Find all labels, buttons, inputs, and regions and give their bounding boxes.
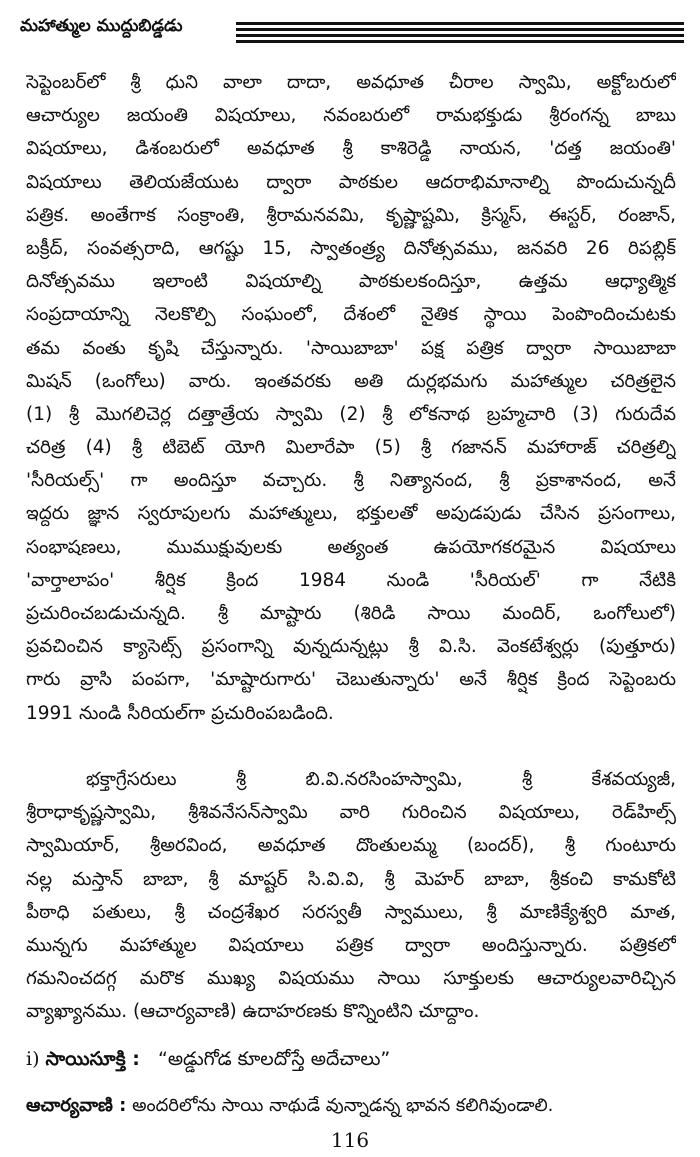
header-rule	[236, 40, 684, 43]
paragraph-gap	[26, 730, 676, 763]
text-line: తమ వంతు కృషి చేస్తున్నారు. 'సాయిబాబా' పక్ష పత్రిక ద్వారా సాయిబాబా	[26, 337, 676, 359]
text-line: పత్రిక. అంతేగాక సంక్రాంతి, శ్రీరామనవమి, కృష్ణాష్టమి, క్రిస్మస్, ఈస్టర్, రంజాన్,	[26, 204, 676, 226]
header-rules	[236, 22, 684, 46]
acharya-text: అందరిలోను సాయి నాథుడే వున్నాడన్న భావన కలిగివుండాలి.	[132, 1095, 554, 1116]
text-line: మున్నగు మహాత్ముల విషయాలు పత్రిక ద్వారా అందిస్తున్నారు. పత్రికలో	[26, 934, 676, 956]
header-rule	[236, 34, 684, 37]
text-line: స్వామియార్, శ్రీఅరవింద, అవధూత దొంతులమ్మ (బందర్), శ్రీ గుంటూరు	[26, 835, 676, 857]
sukti-number: i)	[26, 1048, 40, 1070]
text-line: సంభాషణలు, ముముక్షువులకు అత్యంత ఉపయోగకరమైన విషయాలు	[26, 536, 676, 558]
text-line: ప్రచురించబడుచున్నది. శ్రీ మాష్టారు (శిరిడి సాయి మందిర్, ఒంగోలులో)	[26, 603, 676, 624]
text-line: గమనించదగ్గ మరొక ముఖ్య విషయము సాయి సూక్తులకు ఆచార్యులవారిచ్చిన	[26, 968, 676, 990]
text-line: 1991 నుండి సీరియల్‌గా ప్రచురింపబడింది.	[26, 702, 334, 724]
header-rule	[236, 28, 684, 31]
body-text	[26, 66, 676, 1028]
text-line: సెప్టెంబర్‌లో శ్రీ ధుని వాలా దాదా, అవధూత చీరాల స్వామి, అక్టోబరులో	[26, 72, 676, 93]
text-line: ఇద్దరు జ్ఞాన స్వరూపులగు మహాత్ములు, భక్తులతో అపుడపుడు చేసిన ప్రసంగాలు,	[26, 503, 676, 525]
text-line: చరిత్ర (4) శ్రీ టిబెట్ యోగి మిలారేపా (5) శ్రీ గజానన్ మహారాజ్ చరిత్రల్ని	[26, 437, 676, 459]
text-line: ఆచార్యుల జయంతి విషయాలు, నవంబరులో రామభక్తుడు శ్రీరంగన్న బాబు	[26, 105, 676, 127]
text-line: బక్రీద్, సంవత్సరాది, ఆగష్టు 15, స్వాతంత్ర్య దినోత్సవము, జనవరి 26 రిపబ్లిక్	[26, 237, 676, 259]
text-line: దినోత్సవము ఇలాంటి విషయాల్ని పాఠకులకందిస్తూ, ఉత్తమ ఆధ్యాత్మిక	[26, 271, 676, 293]
text-line: విషయాలు, డిశంబరులో అవధూత శ్రీ కాశిరెడ్డి నాయన, 'దత్త జయంతి'	[26, 138, 676, 160]
page-header	[20, 8, 684, 54]
text-line: 'వార్తాలాపం' శీర్షిక క్రింద 1984 నుండి 'సీరియల్' గా నేటికి	[26, 569, 676, 591]
text-line: గారు వ్రాసి పంపగా, 'మాష్టారుగారు' చెబుతున్నారు' అనే శీర్షిక క్రింద సెప్టెంబరు	[26, 669, 676, 691]
text-line: సంప్రదాయాన్ని నెలకొల్పి సంఘంలో, దేశంలో నైతిక స్థాయి పెంపొందించుటకు	[26, 304, 676, 326]
sukti-label: సాయిసూక్తి :	[45, 1048, 140, 1070]
text-line: భక్తాగ్రేసరులు శ్రీ బి.వి.నరసింహస్వామి, శ్రీ కేశవయ్యజీ,	[86, 768, 676, 790]
running-title: మహాత్ముల ముద్దుబిడ్డడు	[20, 16, 183, 36]
text-line: మిషన్ (ఒంగోలు) వారు. ఇంతవరకు అతి దుర్లభమగు మహాత్ముల చరిత్రలైన	[26, 370, 676, 392]
text-line: వ్యాఖ్యానము. (ఆచార్యవాణి) ఉదాహరణకు కొన్నింటిని చూద్దాం.	[26, 1001, 480, 1023]
acharya-vani	[26, 1095, 676, 1120]
text-line: విషయాలు తెలియజేయుట ద్వారా పాఠకుల ఆదరాభిమానాల్ని పొందుచున్నదీ	[26, 171, 676, 193]
sukti-text: “అడ్డుగోడ కూలదోస్తే అదేచాలు”	[158, 1048, 391, 1070]
text-line: శ్రీరాధాకృష్ణస్వామి, శ్రీశివనేసన్‌స్వామి వారి గురించిన విషయాలు, రెడ్‌హిల్స్	[26, 802, 676, 824]
acharya-label: ఆచార్యవాణి :	[26, 1095, 127, 1116]
text-line: ప్రవచించిన క్యాసెట్స్ ప్రసంగాన్ని వున్నదున్నట్లు శ్రీ వి.సి. వెంకటేశ్వర్లు (పుత్తూరు)	[26, 636, 676, 658]
header-rule	[236, 22, 684, 25]
text-line: నల్ల మస్తాన్ బాబా, శ్రీ మాష్టర్ సి.వి.వి, శ్రీ మెహర్ బాబా, శ్రీకంచి కామకోటి	[26, 868, 676, 890]
text-line: పీఠాధి పతులు, శ్రీ చంద్రశేఖర సరస్వతీ స్వాములు, శ్రీ మాణిక్యేశ్వరి మాత,	[26, 901, 676, 923]
text-line: (1) శ్రీ మొగలిచెర్ల దత్తాత్రేయ స్వామి (2) శ్రీ లోకనాథ బ్రహ్మచారి (3) గురుదేవ	[26, 403, 676, 425]
page-number: 116	[330, 1128, 370, 1152]
text-line: 'సీరియల్స్' గా అందిస్తూ వచ్చారు. శ్రీ నిత్యానంద, శ్రీ ప్రకాశానంద, అనే	[26, 470, 676, 492]
sai-sukti	[26, 1048, 390, 1075]
